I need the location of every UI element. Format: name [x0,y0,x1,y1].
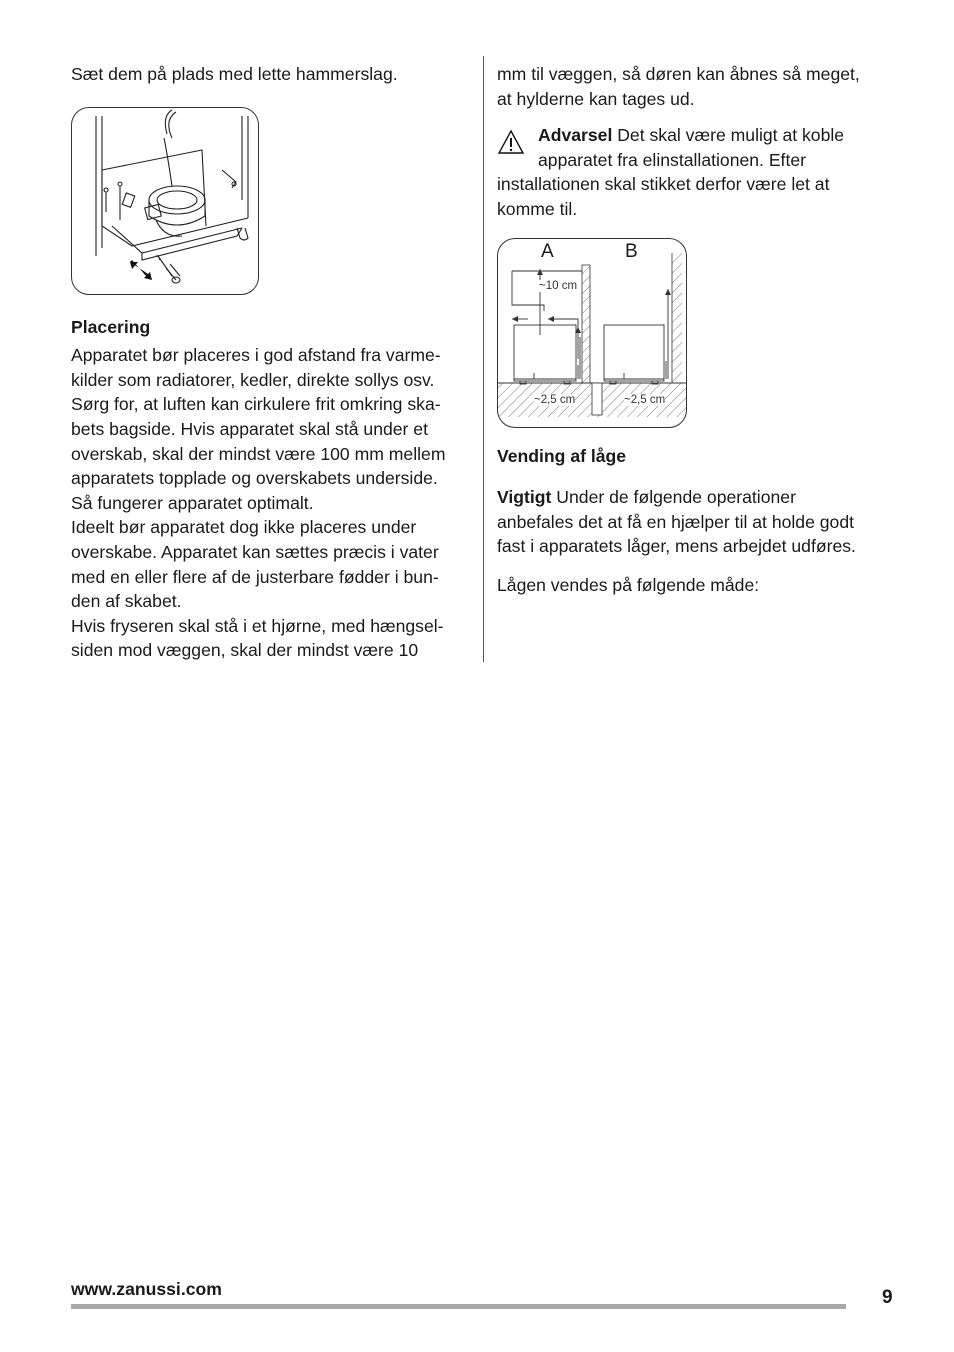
continued-line: at hylderne kan tages ud. [497,88,695,109]
warning-text: apparatet fra elinstallationen. Efter [538,149,806,170]
column-divider [483,56,484,662]
important-text: Under de følgende operationer [551,487,796,508]
body-line: bets bagside. Hvis apparatet skal stå under et [71,418,428,439]
body-line: overskab, skal der mindst være 100 mm mellem [71,443,446,464]
body-line: kilder som radiatorer, kedler, direkte sollys osv. [71,369,435,390]
placering-heading: Placering [71,316,151,337]
clearance-diagram [497,238,687,428]
important-text: anbefales det at få en hjælper til at holde godt [497,511,855,532]
warning-triangle-icon [497,129,525,155]
compressor-illustration [71,107,259,295]
compressor-drawing [72,108,258,294]
body-line: overskabe. Apparatet kan sættes præcis i vater [71,541,439,562]
warning-text: komme til. [497,198,578,219]
side-gap-label-b: ~2,5 cm [624,393,666,406]
body-line: Så fungerer apparatet optimalt. [71,492,314,513]
body-line: apparatets topplade og overskabets underside. [71,468,438,489]
top-gap-label: ~10 cm [539,279,578,292]
footer-bar [71,1304,846,1309]
body-line: Apparatet bør placeres i god afstand fra varme- [71,345,441,366]
body-line: Sørg for, at luften kan cirkulere frit omkring ska- [71,394,441,415]
body-line: Ideelt bør apparatet dog ikke placeres under [71,517,417,538]
body-line: Hvis fryseren skal stå i et hjørne, med hængsel- [71,615,444,636]
body-line: siden mod væggen, skal der mindst være 10 [71,640,419,661]
warning-label: Advarsel [538,125,613,146]
left-column [71,62,471,663]
intro-text: Sæt dem på plads med lette hammerslag. [71,64,398,84]
diagram-label-b: B [625,240,638,262]
right-column [497,62,889,598]
warning-text: Det skal være muligt at koble [612,125,845,146]
important-block [497,485,889,559]
last-paragraph: Lågen vendes på følgende måde: [497,574,760,595]
body-line: med en eller flere af de justerbare fødder i bun- [71,566,439,587]
placering-body [71,343,471,663]
important-label: Vigtigt [497,487,552,508]
side-gap-label-a: ~2,5 cm [534,393,576,406]
warning-block [497,123,889,221]
continued-line: mm til væggen, så døren kan åbnes så meget, [497,64,860,84]
vending-heading: Vending af låge [497,445,627,466]
diagram-label-a: A [541,240,554,262]
footer-url: www.zanussi.com [71,1279,222,1299]
warning-text: installationen skal stikket derfor være let at [497,174,830,195]
important-text: fast i apparatets låger, mens arbejdet udføres. [497,536,856,557]
body-line: den af skabet. [71,591,182,612]
page-number: 9 [882,1287,893,1308]
